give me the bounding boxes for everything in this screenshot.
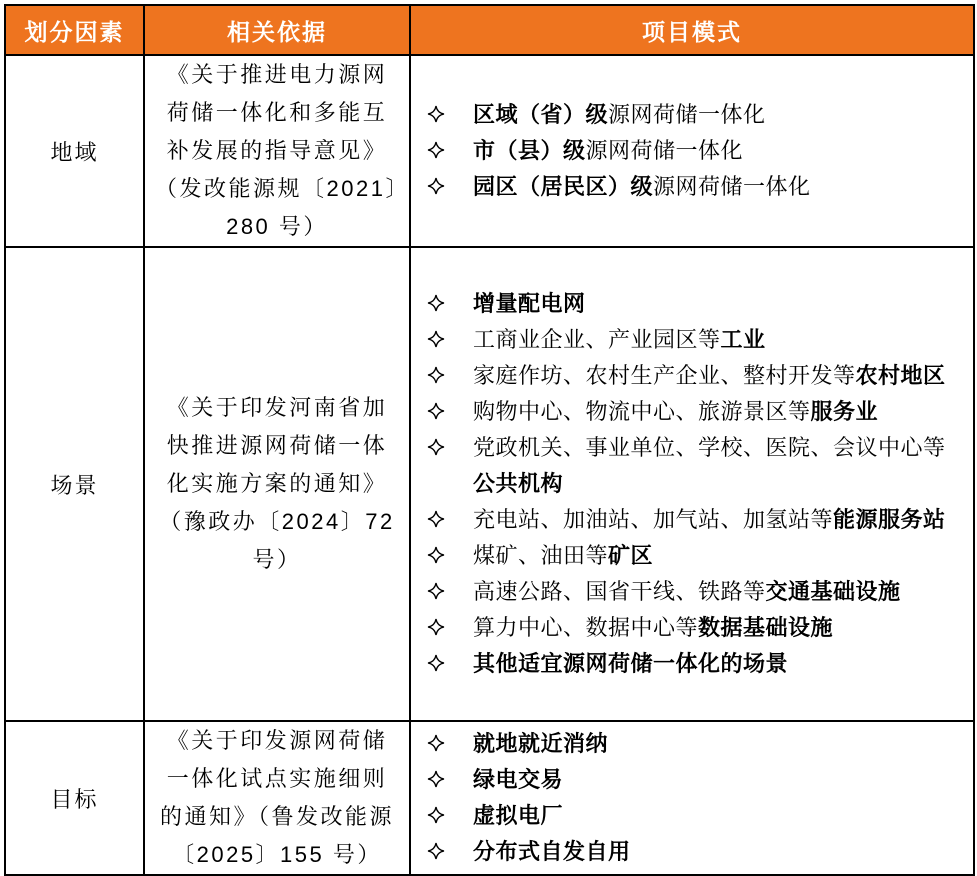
mode-text-segment: 虚拟电厂 [473,803,564,828]
four-pointed-star-icon [427,366,445,384]
mode-item [427,574,965,610]
mode-text-segment: 矿区 [608,543,654,568]
mode-text-segment: 分布式自发自用 [473,839,631,864]
mode-text-segment: 绿电交易 [473,767,564,792]
bullet-icon-wrap [427,133,457,159]
bullet-icon-wrap [427,502,457,528]
four-pointed-star-icon [427,105,445,123]
mode-item [427,430,965,502]
bullet-icon-wrap [427,286,457,312]
mode-text [457,97,965,133]
mode-text-segment: 算力中心、数据中心等 [473,615,699,640]
mode-item [427,538,965,574]
basis-cell: 《关于推进电力源网荷储一体化和多能互补发展的指导意见》（发改能源规〔2021〕280 号） [144,55,410,247]
factor-cell: 场景 [5,247,144,721]
mode-text [457,646,965,682]
four-pointed-star-icon [427,582,445,600]
mode-text [457,394,965,430]
header-cell-basis: 相关依据 [144,5,410,55]
mode-text [457,610,965,646]
mode-item [427,97,965,133]
bullet-icon-wrap [427,97,457,123]
project-mode-table [4,4,975,876]
four-pointed-star-icon [427,402,445,420]
mode-text-segment: 园区（居民区）级 [473,174,654,199]
table-row [5,721,974,875]
mode-text-segment: 高速公路、国省干线、铁路等 [473,579,766,604]
bullet-icon-wrap [427,430,457,456]
mode-text-segment: 农村地区 [855,363,946,388]
mode-text-segment: 充电站、加油站、加气站、加氢站等 [473,507,834,532]
header-cell-factor: 划分因素 [5,5,144,55]
bullet-icon-wrap [427,646,457,672]
mode-item [427,394,965,430]
four-pointed-star-icon [427,806,445,824]
mode-text-segment: 区域（省）级 [473,102,609,127]
table-row [5,55,974,247]
mode-text-segment: 公共机构 [473,471,564,496]
mode-text-segment: 市（县）级 [473,138,586,163]
bullet-icon-wrap [427,169,457,195]
mode-text-segment: 服务业 [810,399,879,424]
mode-text [457,762,965,798]
bullet-icon-wrap [427,798,457,824]
bullet-icon-wrap [427,726,457,752]
mode-text-segment: 其他适宜源网荷储一体化的场景 [473,651,789,676]
four-pointed-star-icon [427,330,445,348]
bullet-icon-wrap [427,394,457,420]
bullet-icon-wrap [427,762,457,788]
bullet-icon-wrap [427,538,457,564]
factor-cell: 地域 [5,55,144,247]
four-pointed-star-icon [427,510,445,528]
factor-cell: 目标 [5,721,144,875]
bullet-icon-wrap [427,834,457,860]
basis-cell: 《关于印发河南省加快推进源网荷储一体化实施方案的通知》（豫政办〔2024〕72 号） [144,247,410,721]
header-row [5,5,974,55]
four-pointed-star-icon [427,842,445,860]
mode-item [427,502,965,538]
mode-text-segment: 煤矿、油田等 [473,543,609,568]
mode-text [457,358,965,394]
four-pointed-star-icon [427,618,445,636]
mode-text-segment: 家庭作坊、农村生产企业、整村开发等 [473,363,856,388]
four-pointed-star-icon [427,734,445,752]
four-pointed-star-icon [427,438,445,456]
mode-text-segment: 就地就近消纳 [473,731,609,756]
mode-text-segment: 购物中心、物流中心、旅游景区等 [473,399,811,424]
mode-text [457,538,965,574]
mode-item [427,610,965,646]
modes-cell [410,721,974,875]
mode-text [457,798,965,834]
four-pointed-star-icon [427,177,445,195]
mode-text-segment: 源网荷储一体化 [585,138,744,163]
mode-text-segment: 增量配电网 [473,291,586,316]
four-pointed-star-icon [427,141,445,159]
mode-text [457,430,965,502]
mode-text [457,322,965,358]
modes-cell [410,55,974,247]
mode-item [427,133,965,169]
table-body [5,55,974,875]
mode-item [427,169,965,205]
mode-text-segment: 工商业企业、产业园区等 [473,327,721,352]
mode-text-segment: 交通基础设施 [765,579,901,604]
mode-item [427,358,965,394]
mode-text-segment: 源网荷储一体化 [608,102,766,127]
mode-item [427,834,965,870]
mode-text-segment: 党政机关、事业单位、学校、医院、会议中心等 [473,435,946,460]
four-pointed-star-icon [427,654,445,672]
basis-cell: 《关于印发源网荷储一体化试点实施细则的通知》（鲁发改能源〔2025〕155 号） [144,721,410,875]
mode-item [427,798,965,834]
bullet-icon-wrap [427,358,457,384]
bullet-icon-wrap [427,574,457,600]
mode-list [427,286,965,682]
mode-text [457,169,965,205]
mode-text-segment: 能源服务站 [833,507,946,532]
mode-text [457,834,965,870]
bullet-icon-wrap [427,322,457,348]
four-pointed-star-icon [427,546,445,564]
mode-item [427,322,965,358]
table-row [5,247,974,721]
header-cell-modes: 项目模式 [410,5,974,55]
mode-item [427,646,965,682]
mode-text [457,502,965,538]
mode-item [427,762,965,798]
mode-text-segment: 工业 [720,327,766,352]
mode-item [427,286,965,322]
mode-text [457,133,965,169]
mode-item [427,726,965,762]
mode-text [457,286,965,322]
modes-cell [410,247,974,721]
mode-text-segment: 源网荷储一体化 [653,174,811,199]
mode-text-segment: 数据基础设施 [698,615,834,640]
four-pointed-star-icon [427,294,445,312]
mode-text [457,726,965,762]
mode-list [427,726,965,870]
mode-list [427,97,965,205]
bullet-icon-wrap [427,610,457,636]
mode-text [457,574,965,610]
four-pointed-star-icon [427,770,445,788]
